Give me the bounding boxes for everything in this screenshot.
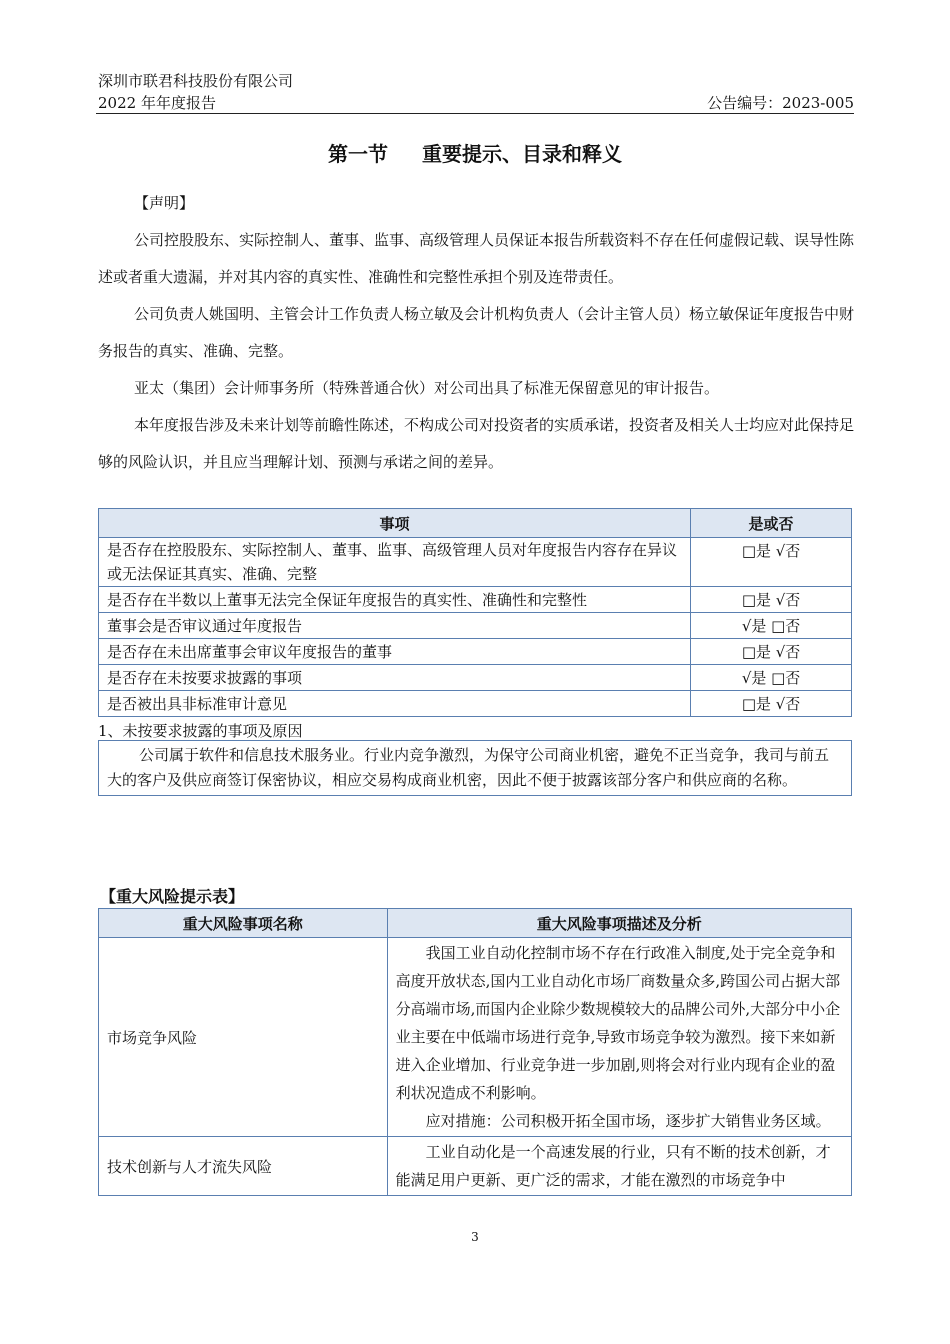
statement-paragraph: 公司控股股东、实际控制人、董事、监事、高级管理人员保证本报告所载资料不存在任何虚假记载、误导性陈述或者重大遗漏，并对其内容的真实性、准确性和完整性承担个别及连带责任。 [98, 231, 855, 286]
risk-description [387, 1137, 851, 1196]
table-header-row [99, 909, 852, 938]
statement-paragraph: 本年度报告涉及未来计划等前瞻性陈述，不构成公司对投资者的实质承诺，投资者及相关人士均应对此保持足够的风险认识，并且应当理解计划、预测与承诺之间的差异。 [98, 416, 855, 471]
matters-table [98, 508, 852, 717]
table-row [99, 639, 852, 665]
table-row [99, 1137, 852, 1196]
header-company: 深圳市联君科技股份有限公司 [98, 72, 294, 90]
table-row [99, 613, 852, 639]
matter-item: 是否存在未按要求披露的事项 [99, 665, 691, 691]
matter-item: 是否存在控股股东、实际控制人、董事、监事、高级管理人员对年度报告内容存在异议或无法保证其真实、准确、完整 [99, 538, 691, 587]
matter-answer: □是 √否 [691, 639, 852, 665]
matter-answer: √是 □否 [691, 665, 852, 691]
table-row [99, 665, 852, 691]
matter-answer: □是 √否 [691, 691, 852, 717]
column-header-risk-desc: 重大风险事项描述及分析 [387, 909, 851, 938]
column-header-risk-name: 重大风险事项名称 [99, 909, 388, 938]
undisclosed-title: 1、未按要求披露的事项及原因 [98, 722, 303, 740]
statement-paragraph: 公司负责人姚国明、主管会计工作负责人杨立敏及会计机构负责人（会计主管人员）杨立敏保证年度报告中财务报告的真实、准确、完整。 [98, 305, 855, 360]
matter-item: 是否被出具非标准审计意见 [99, 691, 691, 717]
risk-description-paragraph: 我国工业自动化控制市场不存在行政准入制度,处于完全竞争和高度开放状态,国内工业自动化市场厂商数量众多,跨国公司占据大部分高端市场,而国内企业除少数规模较大的品牌公司外,大部分中小企业主要在中低端市场进行竞争,导致市场竞争较为激烈。接下来如新进入企业增加、行业竞争进一步加剧,则将会对行业内现有企业的盈利状况造成不利影响。 [395, 944, 841, 1102]
matter-item: 是否存在半数以上董事无法完全保证年度报告的真实性、准确性和完整性 [99, 587, 691, 613]
table-row [99, 691, 852, 717]
matter-answer: √是 □否 [691, 613, 852, 639]
risk-description-paragraph: 工业自动化是一个高速发展的行业，只有不断的技术创新，才能满足用户更新、更广泛的需求，才能在激烈的市场竞争中 [395, 1143, 831, 1189]
table-header-row [99, 509, 852, 538]
column-header-answer: 是或否 [691, 509, 852, 538]
table-row [99, 587, 852, 613]
undisclosed-reason-box: 公司属于软件和信息技术服务业。行业内竞争激烈，为保守公司商业机密，避免不正当竞争，我司与前五大的客户及供应商签订保密协议，相应交易构成商业机密，因此不便于披露该部分客户和供应商的名称。 [98, 740, 852, 796]
risk-name: 技术创新与人才流失风险 [99, 1137, 388, 1196]
statement-paragraph: 亚太（集团）会计师事务所（特殊普通合伙）对公司出具了标准无保留意见的审计报告。 [134, 379, 720, 397]
matter-item: 是否存在未出席董事会审议年度报告的董事 [99, 639, 691, 665]
matter-answer: □是 √否 [691, 587, 852, 613]
table-row [99, 538, 852, 587]
header-divider [96, 113, 854, 114]
risk-countermeasure-paragraph: 应对措施：公司积极开拓全国市场，逐步扩大销售业务区域。 [425, 1112, 831, 1130]
matter-item: 董事会是否审议通过年度报告 [99, 613, 691, 639]
risk-description [387, 938, 851, 1137]
matter-answer: □是 √否 [691, 538, 852, 587]
risk-name: 市场竞争风险 [99, 938, 388, 1137]
risk-table-title: 【重大风险提示表】 [100, 887, 245, 906]
header-report-title: 2022 年年度报告 [98, 94, 216, 112]
section-number: 第一节 [328, 142, 388, 166]
page-number: 3 [471, 1230, 479, 1244]
section-title [0, 138, 950, 167]
section-heading: 重要提示、目录和释义 [422, 142, 622, 166]
statement-label: 【声明】 [134, 194, 195, 212]
risk-table [98, 908, 852, 1196]
column-header-item: 事项 [99, 509, 691, 538]
header-announcement-code: 公告编号：2023-005 [707, 94, 854, 112]
table-row [99, 938, 852, 1137]
